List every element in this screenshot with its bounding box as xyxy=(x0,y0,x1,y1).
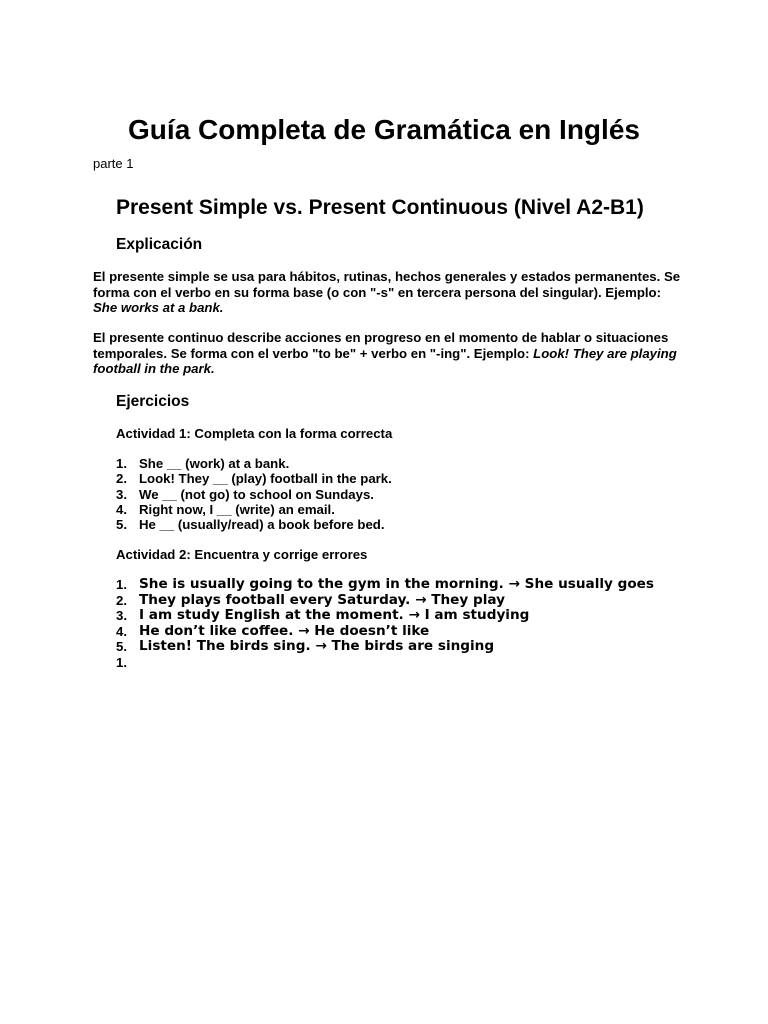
list-item xyxy=(116,639,656,655)
activity1-title: Actividad 1: Completa con la forma correcta xyxy=(116,426,393,441)
list-item-text: They plays football every Saturday. → They play xyxy=(139,591,505,608)
list-item-number: 2. xyxy=(116,471,127,487)
list-item-text: Listen! The birds sing. → The birds are singing xyxy=(139,638,495,655)
list-item-number: 1. xyxy=(116,577,127,592)
list-item-number: 4. xyxy=(116,501,127,517)
list-item xyxy=(116,624,656,640)
list-item-text: She __ (work) at a bank. xyxy=(139,456,290,471)
list-item xyxy=(116,487,656,502)
document-subtitle: parte 1 xyxy=(93,156,134,171)
list-item-number: 2. xyxy=(116,592,127,608)
paragraph-present-continuous-text: El presente continuo describe acciones en progreso en el momento de hablar o situaciones temporales. Se forma con el verbo "to be" + verbo en "-ing". Ejemplo: xyxy=(93,330,669,361)
list-item-text: He __ (usually/read) a book before bed. xyxy=(139,517,385,533)
list-item-text: I am study English at the moment. → I am studying xyxy=(139,607,530,624)
list-item xyxy=(116,456,656,471)
list-item xyxy=(116,593,656,609)
list-item xyxy=(116,608,656,624)
list-item xyxy=(116,517,656,532)
list-item-text: She is usually going to the gym in the morning. → She usually goes xyxy=(139,576,654,592)
list-item-number: 3. xyxy=(116,608,127,624)
section-title: Present Simple vs. Present Continuous (Nivel A2-B1) xyxy=(116,196,644,219)
list-item-text: Right now, I __ (write) an email. xyxy=(139,501,335,517)
paragraph-present-continuous-example: Look! They are playing football in the park. xyxy=(93,345,677,376)
paragraph-present-simple xyxy=(93,269,683,316)
activity2-list xyxy=(116,576,656,670)
list-item xyxy=(116,502,656,517)
list-item-number: 5. xyxy=(116,517,127,533)
list-item-number: 1. xyxy=(116,654,127,670)
activity1-list xyxy=(116,456,656,532)
list-item xyxy=(116,471,656,486)
exercises-heading: Ejercicios xyxy=(116,393,190,410)
list-item-number: 1. xyxy=(116,456,127,471)
activity2-title: Actividad 2: Encuentra y corrige errores xyxy=(116,547,368,562)
list-item-text: Look! They __ (play) football in the park. xyxy=(139,471,392,487)
list-item xyxy=(116,577,656,593)
list-item-number: 4. xyxy=(116,623,127,639)
paragraph-present-continuous xyxy=(93,330,683,377)
document-title: Guía Completa de Gramática en Inglés xyxy=(128,114,640,145)
paragraph-present-simple-text: El presente simple se usa para hábitos, rutinas, hechos generales y estados permanentes. Se forma con el verbo en su forma base (o con "-s" en tercera persona del singular). Ejemplo: xyxy=(93,269,681,300)
list-item-text: He don’t like coffee. → He doesn’t like xyxy=(139,622,430,639)
list-item-number: 3. xyxy=(116,486,127,502)
list-item-text: We __ (not go) to school on Sundays. xyxy=(139,486,374,502)
paragraph-present-simple-example: She works at a bank. xyxy=(93,300,224,315)
list-item-number: 5. xyxy=(116,639,127,655)
explanation-heading: Explicación xyxy=(116,236,203,253)
